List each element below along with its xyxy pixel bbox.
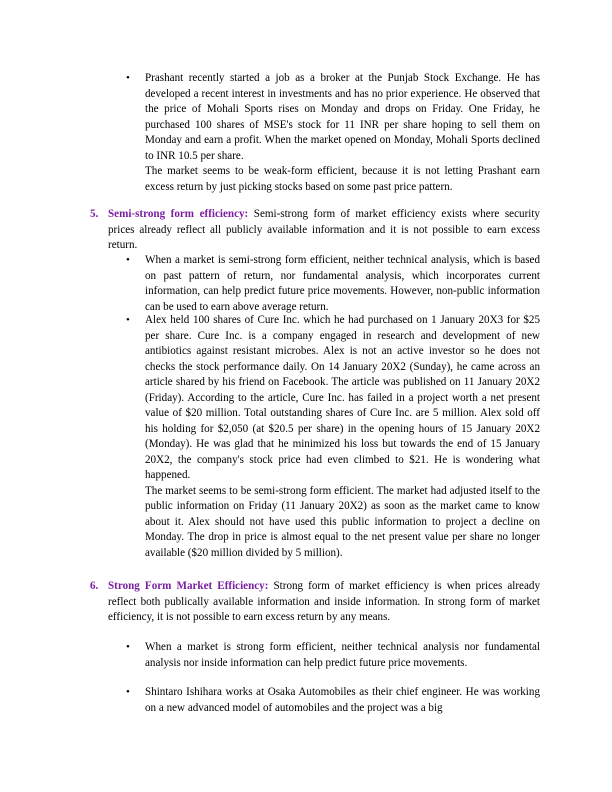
section-6-number: 6.	[90, 580, 99, 592]
section-5-bullet-2	[145, 313, 540, 561]
section-6-bullet-1: When a market is strong form efficient, neither technical analysis nor fundamental analysis nor inside information can help predict future price movements.	[145, 641, 540, 669]
intro-bullet	[145, 71, 540, 195]
section-5-bullet-1: When a market is semi-strong form efficient, neither technical analysis, which is based on past pattern of return, nor fundamental analysis, which incorporates current information, can help predict future price movements. However, non-public information can be used to earn above average return.	[145, 254, 540, 313]
intro-bullet-conclusion: The market seems to be weak-form efficient, because it is not letting Prashant earn excess return by just picking stocks based on some past price pattern.	[145, 165, 540, 193]
section-5-body: Semi-strong form of market efficiency exists where security prices already reflect all publicly available information and it is not possible to earn excess return.	[108, 208, 540, 251]
bullet-icon: •	[126, 686, 130, 698]
section-5-heading: Semi-strong form efficiency:	[108, 208, 249, 220]
section-6-heading: Strong Form Market Efficiency:	[108, 580, 269, 592]
bullet-icon: •	[126, 314, 130, 326]
section-5-bullet-2-conclusion: The market seems to be semi-strong form efficient. The market had adjusted itself to the public information on Friday (11 January 20X2) as soon as the market came to know about it. Alex should not have used this public information to project a decline on Monday. The drop in price is almost equal to the net present value per share no longer available ($20 million divided by 5 million).	[145, 484, 540, 559]
section-6-body: Strong form of market efficiency is when prices already reflect both publically available information and inside information. In strong form of market efficiency, it is not possible to earn excess return by any means.	[108, 580, 540, 623]
section-5-bullet-2-story: Alex held 100 shares of Cure Inc. which he had purchased on 1 January 20X3 for $25 per share. Cure Inc. is a company engaged in research and development of new antibiotics against resistant microbes. Alex is not an active investor so he does not checks the stock performance daily. On 14 January 20X2 (Sunday), he came across an article shared by his friend on Facebook. The article was published on 11 January 20X2 (Friday). According to the article, Cure Inc. has failed in a project worth a net present value of $20 million. Total outstanding shares of Cure Inc. are 5 million. Alex sold off his holding for $2,050 (at $20.5 per share) in the opening hours of 15 January 20X2 (Monday). He was glad that he minimized his loss but towards the end of 15 January 20X2, the company's stock price had even climbed to $21. He is wondering what happened.	[145, 314, 540, 481]
bullet-icon: •	[126, 254, 130, 266]
bullet-icon: •	[126, 72, 130, 84]
intro-bullet-text: Prashant recently started a job as a broker at the Punjab Stock Exchange. He has developed a recent interest in investments and has no prior experience. He observed that the price of Mohali Sports rises on Monday and drops on Friday. One Friday, he purchased 100 shares of MSE's stock for 11 INR per share hoping to sell them on Monday and earn a profit. When the market opened on Monday, Mohali Sports declined to INR 10.5 per share.	[145, 72, 540, 162]
section-6-bullet-2: Shintaro Ishihara works at Osaka Automobiles as their chief engineer. He was working on a new advanced model of automobiles and the project was a big	[145, 686, 540, 714]
section-5-number: 5.	[90, 208, 99, 220]
section-5-paragraph	[108, 207, 540, 254]
bullet-icon: •	[126, 641, 130, 653]
section-6-paragraph	[108, 579, 540, 626]
